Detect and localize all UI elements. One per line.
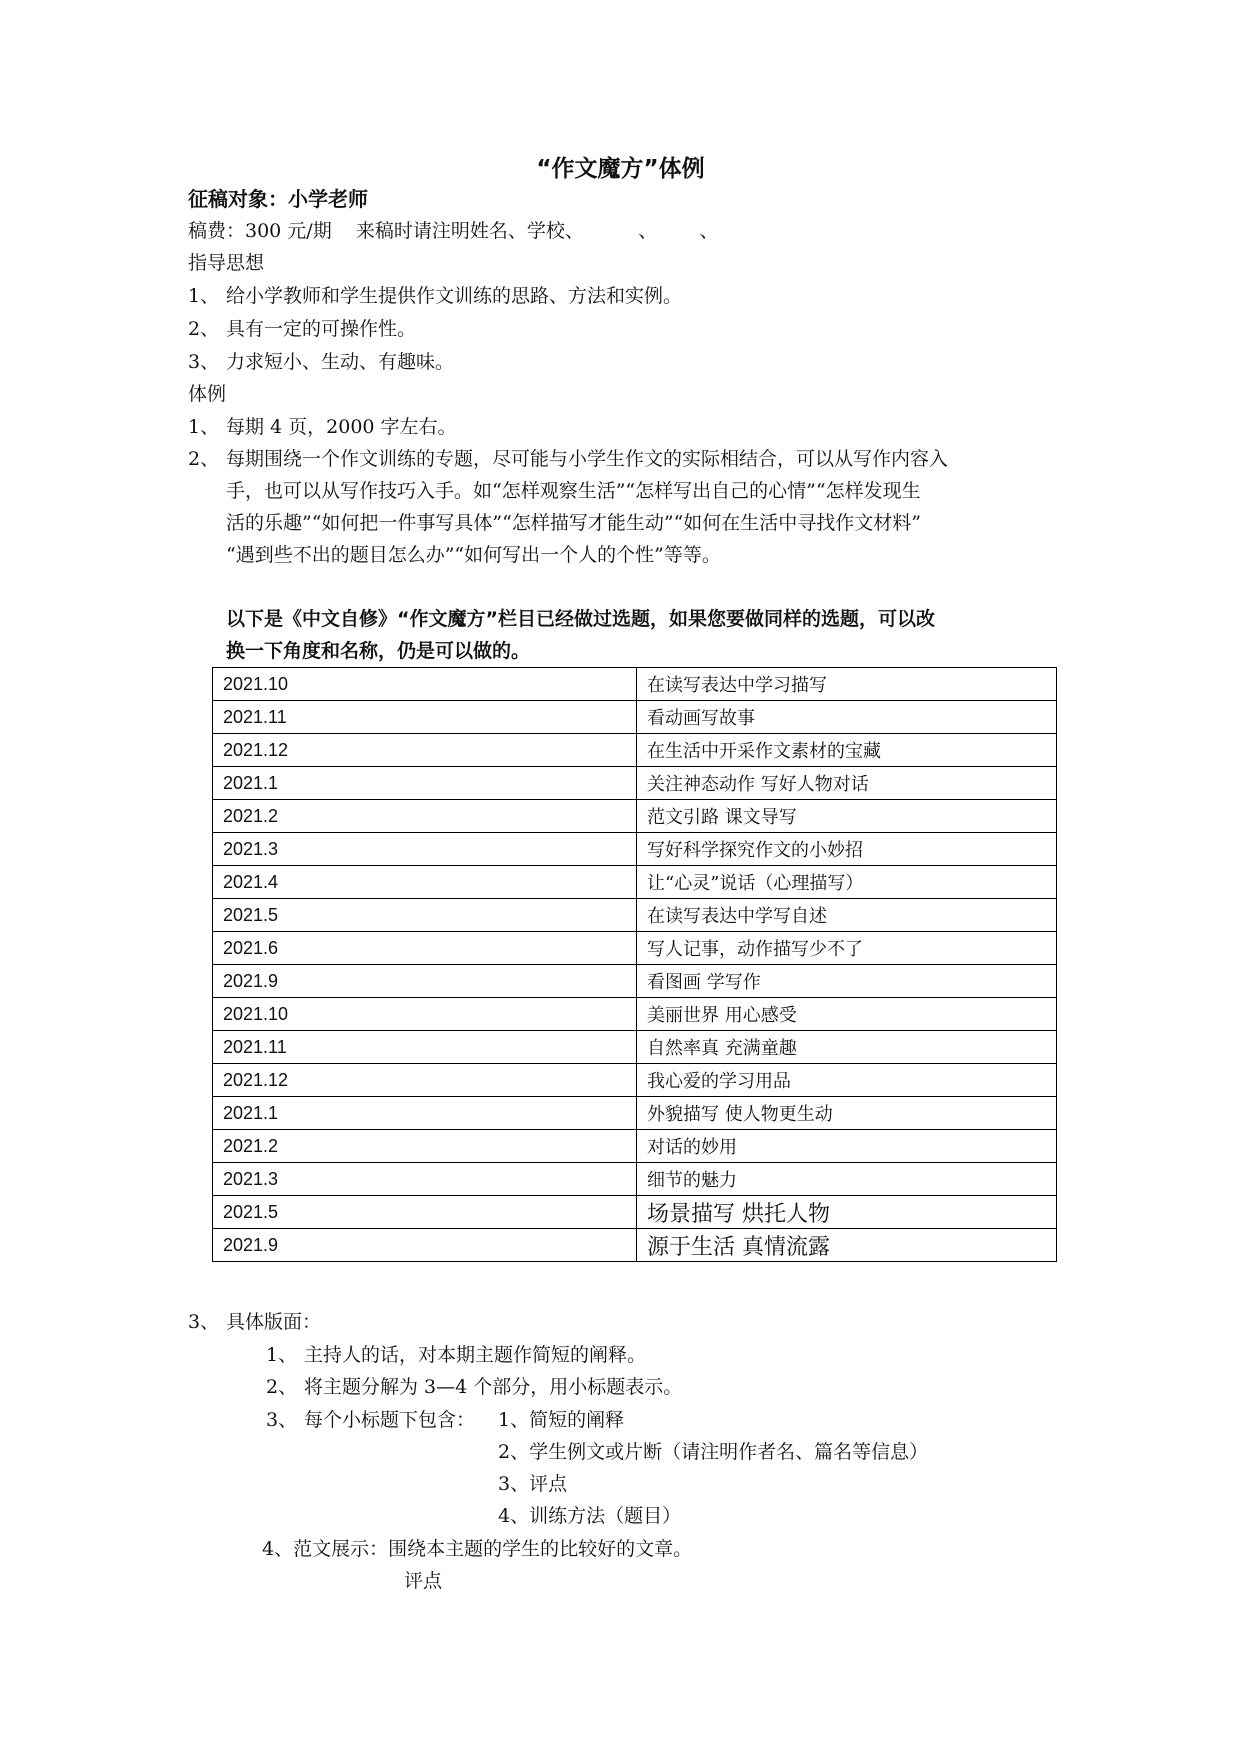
item-number: 1、	[266, 1344, 298, 1366]
fee-line: 稿费：300 元/期 来稿时请注明姓名、学校、 、 、	[188, 220, 719, 242]
item-text: 给小学教师和学生提供作文训练的思路、方法和实例。	[226, 285, 683, 307]
item-number: 3、	[188, 1311, 220, 1333]
table-row	[213, 800, 1057, 833]
issue-date-cell: 2021.11	[213, 701, 637, 734]
topics-table	[212, 667, 1057, 1262]
topic-cell: 看图画 学写作	[637, 965, 1057, 998]
item-number: 3、	[266, 1409, 298, 1431]
table-row	[213, 668, 1057, 701]
layout-item	[266, 1405, 475, 1435]
format-item-number: 2、	[188, 448, 220, 470]
issue-date-cell: 2021.5	[213, 899, 637, 932]
topic-cell: 美丽世界 用心感受	[637, 998, 1057, 1031]
item-text: 每个小标题下包含：	[304, 1409, 476, 1431]
sub-item: 1、简短的阐释	[498, 1409, 625, 1431]
topic-cell: 自然率真 充满童趣	[637, 1031, 1057, 1064]
table-row	[213, 866, 1057, 899]
table-row	[213, 734, 1057, 767]
table-row	[213, 1229, 1057, 1262]
item-text: 力求短小、生动、有趣味。	[226, 351, 455, 373]
table-row	[213, 965, 1057, 998]
issue-date-cell: 2021.4	[213, 866, 637, 899]
format-heading: 体例	[188, 383, 227, 405]
sub-item: 4、训练方法（题目）	[498, 1505, 682, 1527]
issue-date-cell: 2021.2	[213, 800, 637, 833]
layout-item	[266, 1340, 646, 1370]
issue-date-cell: 2021.1	[213, 767, 637, 800]
page-title: “作文魔方”体例	[536, 156, 705, 182]
topic-cell: 写好科学探究作文的小妙招	[637, 833, 1057, 866]
table-row	[213, 932, 1057, 965]
topic-cell: 场景描写 烘托人物	[637, 1196, 1057, 1229]
notice-line: 换一下角度和名称，仍是可以做的。	[226, 640, 531, 662]
item-number: 1、	[188, 285, 220, 307]
issue-date-cell: 2021.1	[213, 1097, 637, 1130]
guiding-heading: 指导思想	[188, 252, 265, 274]
item-number: 2、	[188, 318, 220, 340]
topic-cell: 外貌描写 使人物更生动	[637, 1097, 1057, 1130]
showcase-line: 4、范文展示：围绕本主题的学生的比较好的文章。	[262, 1538, 693, 1560]
table-row	[213, 1031, 1057, 1064]
issue-date-cell: 2021.12	[213, 1064, 637, 1097]
topic-cell: 让“心灵”说话（心理描写）	[637, 866, 1057, 899]
issue-date-cell: 2021.2	[213, 1130, 637, 1163]
table-row	[213, 998, 1057, 1031]
topic-cell: 源于生活 真情流露	[637, 1229, 1057, 1262]
item-number: 2、	[266, 1376, 298, 1398]
item-text: 具有一定的可操作性。	[226, 318, 417, 340]
issue-date-cell: 2021.9	[213, 965, 637, 998]
issue-date-cell: 2021.11	[213, 1031, 637, 1064]
table-row	[213, 1097, 1057, 1130]
issue-date-cell: 2021.6	[213, 932, 637, 965]
guiding-item	[188, 347, 454, 377]
issue-date-cell: 2021.10	[213, 668, 637, 701]
notice-line: 以下是《中文自修》“作文魔方”栏目已经做过选题，如果您要做同样的选题，可以改	[226, 608, 935, 630]
topic-cell: 关注神态动作 写好人物对话	[637, 767, 1057, 800]
item-number: 3、	[188, 351, 220, 373]
item-text: 具体版面：	[226, 1311, 322, 1333]
topic-cell: 我心爱的学习用品	[637, 1064, 1057, 1097]
table-row	[213, 1163, 1057, 1196]
topic-cell: 对话的妙用	[637, 1130, 1057, 1163]
issue-date-cell: 2021.10	[213, 998, 637, 1031]
topic-cell: 写人记事，动作描写少不了	[637, 932, 1057, 965]
table-row	[213, 833, 1057, 866]
guiding-item	[188, 314, 416, 344]
table-row	[213, 1064, 1057, 1097]
topic-cell: 在读写表达中学习描写	[637, 668, 1057, 701]
issue-date-cell: 2021.3	[213, 1163, 637, 1196]
notice	[226, 603, 1066, 667]
sub-item: 2、学生例文或片断（请注明作者名、篇名等信息）	[498, 1441, 929, 1463]
table-row	[213, 1130, 1057, 1163]
layout-heading	[188, 1307, 321, 1337]
format-item	[188, 412, 457, 442]
format-item-paragraph	[226, 443, 1066, 571]
topic-cell: 看动画写故事	[637, 701, 1057, 734]
paragraph-line: 每期围绕一个作文训练的专题，尽可能与小学生作文的实际相结合，可以从写作内容入	[226, 448, 949, 470]
paragraph-line: “遇到些不出的题目怎么办”“如何写出一个人的个性”等等。	[226, 544, 721, 566]
issue-date-cell: 2021.3	[213, 833, 637, 866]
showcase-note: 评点	[404, 1570, 443, 1592]
table-row	[213, 701, 1057, 734]
topic-cell: 在生活中开采作文素材的宝藏	[637, 734, 1057, 767]
table-row	[213, 1196, 1057, 1229]
issue-date-cell: 2021.9	[213, 1229, 637, 1262]
guiding-item	[188, 281, 682, 311]
table-row	[213, 899, 1057, 932]
topic-cell: 范文引路 课文导写	[637, 800, 1057, 833]
layout-item	[266, 1372, 682, 1402]
issue-date-cell: 2021.5	[213, 1196, 637, 1229]
paragraph-line: 手，也可以从写作技巧入手。如“怎样观察生活”“怎样写出自己的心情”“怎样发现生	[226, 480, 921, 502]
paragraph-line: 活的乐趣”“如何把一件事写具体”“怎样描写才能生动”“如何在生活中寻找作文材料”	[226, 512, 921, 534]
sub-item: 3、评点	[498, 1473, 568, 1495]
item-number: 1、	[188, 416, 220, 438]
topic-cell: 在读写表达中学写自述	[637, 899, 1057, 932]
item-text: 主持人的话，对本期主题作简短的阐释。	[304, 1344, 647, 1366]
item-text: 将主题分解为 3—4 个部分，用小标题表示。	[304, 1376, 683, 1398]
issue-date-cell: 2021.12	[213, 734, 637, 767]
table-row	[213, 767, 1057, 800]
topic-cell: 细节的魅力	[637, 1163, 1057, 1196]
recipient-line: 征稿对象：小学老师	[188, 187, 368, 211]
item-text: 每期 4 页，2000 字左右。	[226, 416, 457, 438]
